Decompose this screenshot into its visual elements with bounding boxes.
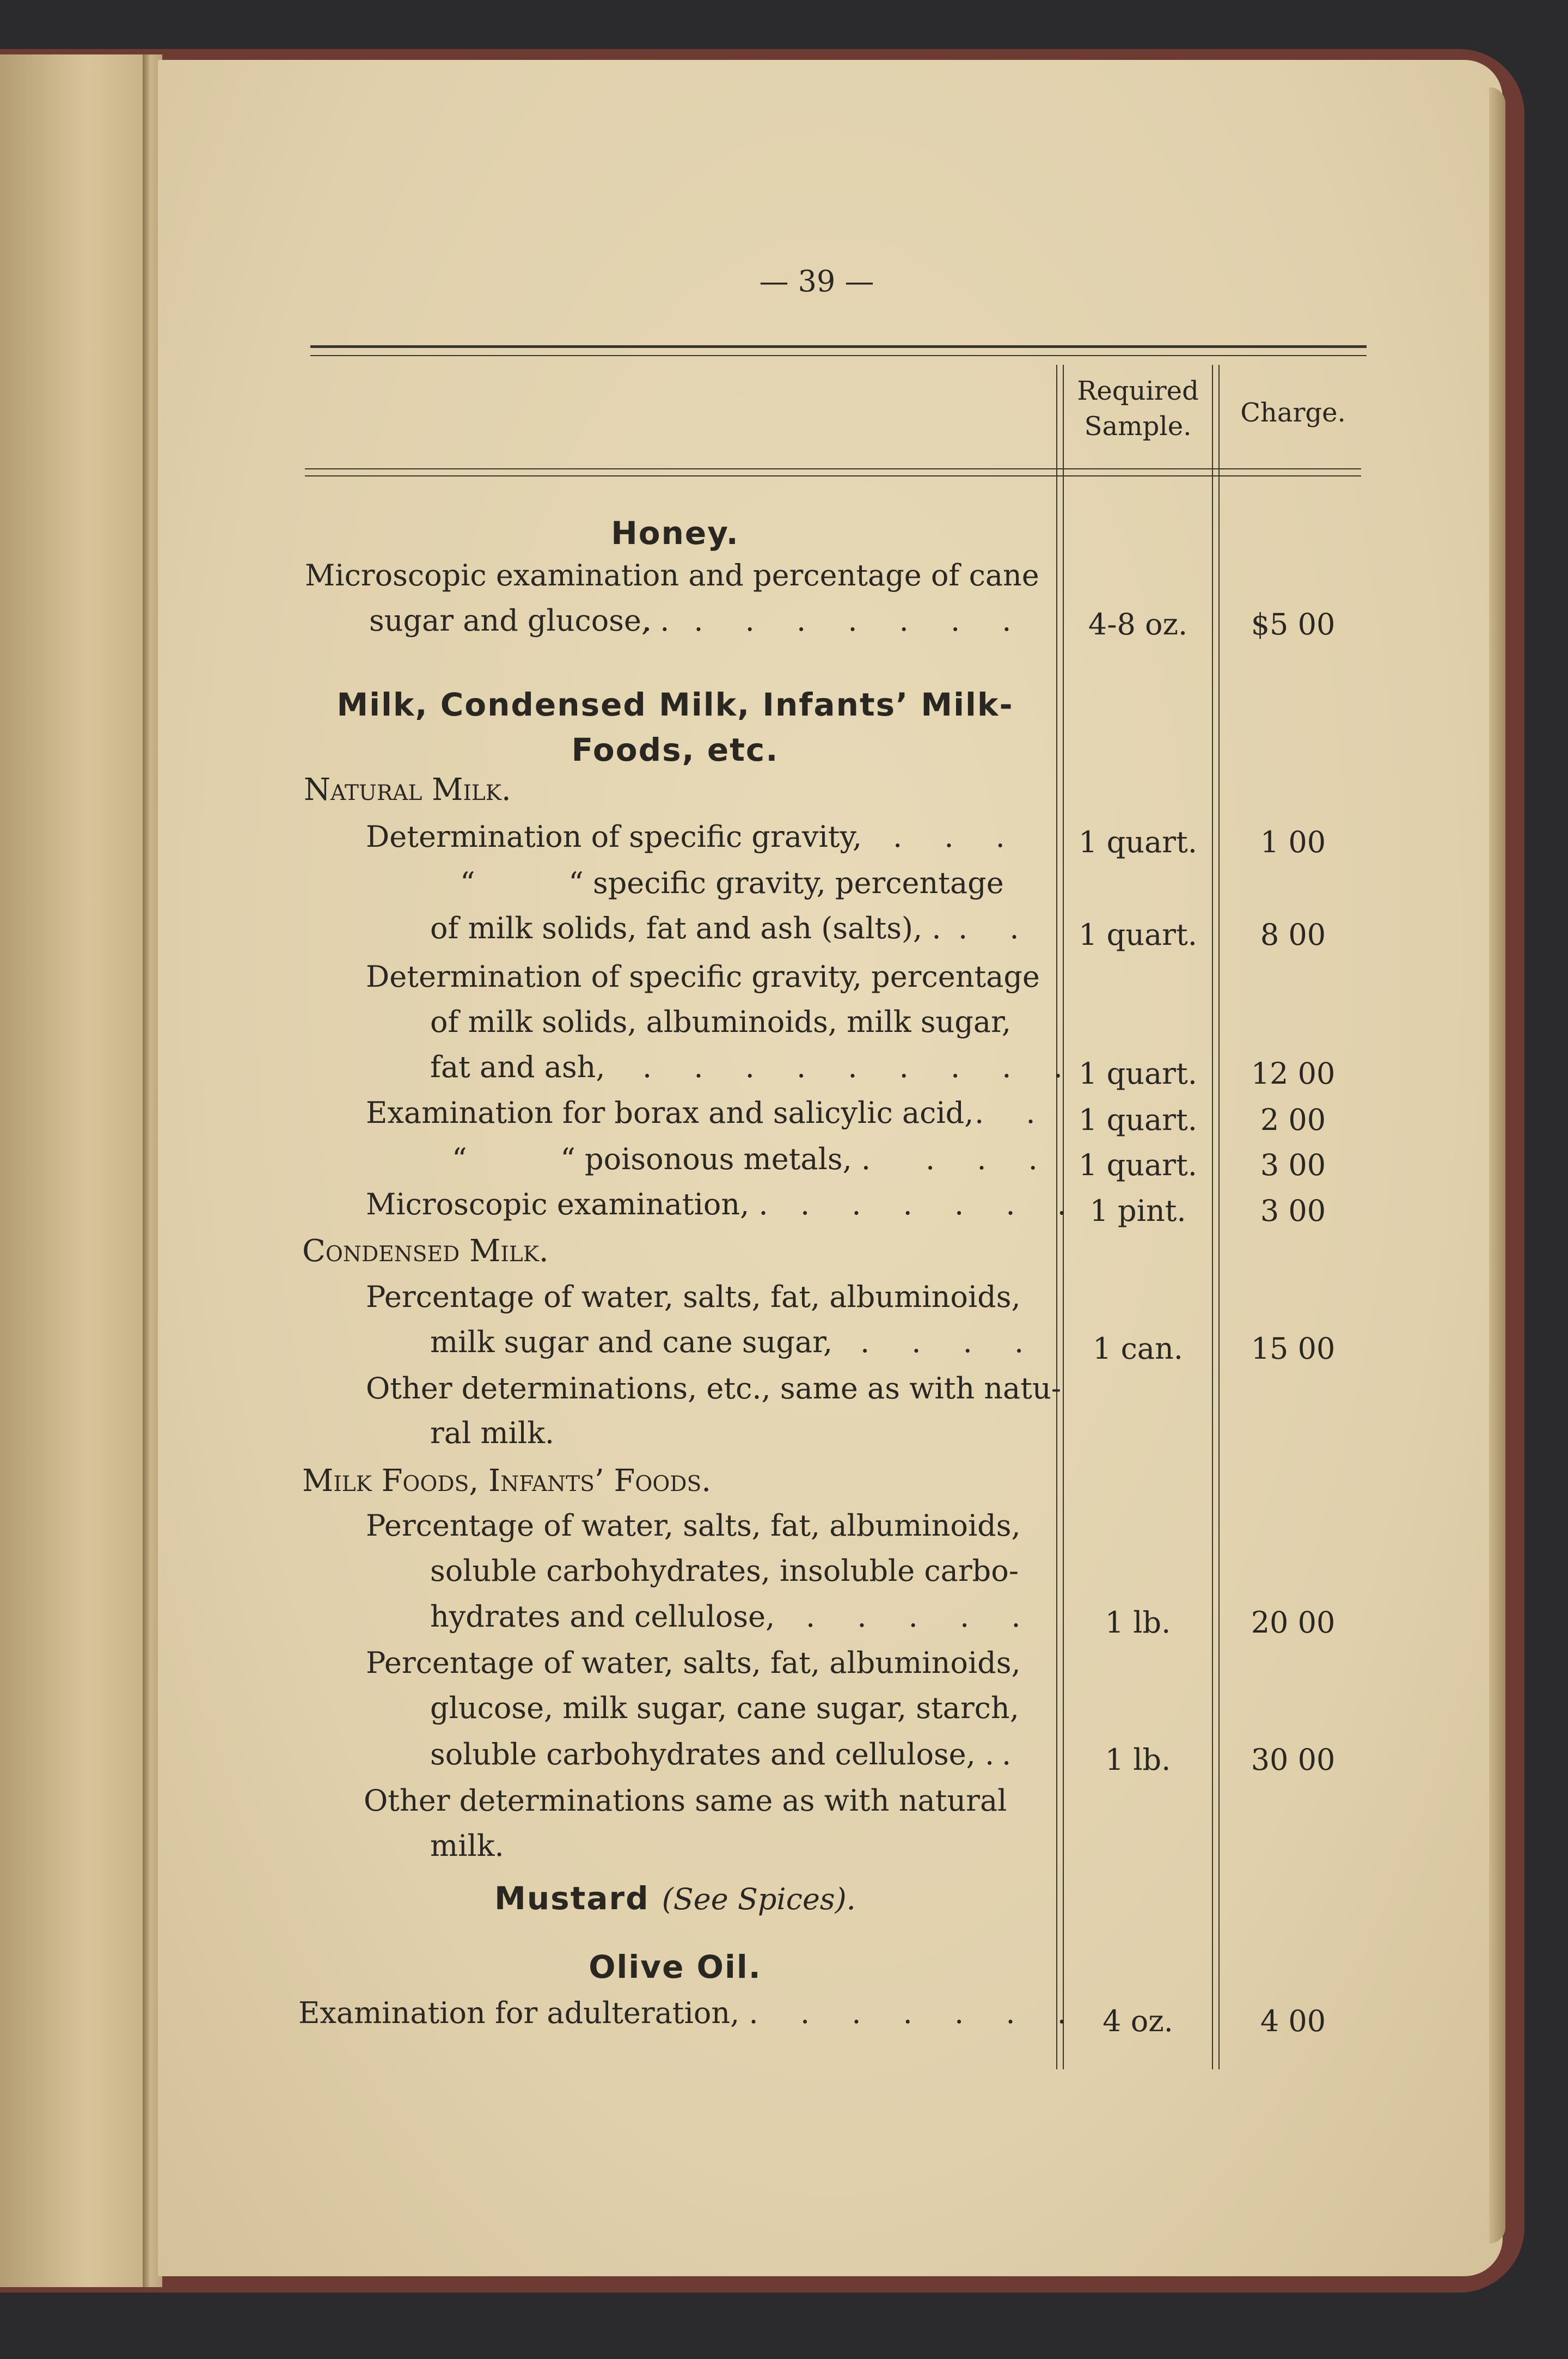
- subheading-natural-milk: Natural Milk.: [304, 772, 511, 808]
- foods-row2-line3: soluble carbohydrates and cellulose, .: [430, 1737, 995, 1771]
- condensed-row1-line2: milk sugar and cane sugar,: [430, 1325, 833, 1359]
- natural-row3-line2: of milk solids, albuminoids, milk sugar,: [430, 1005, 1012, 1039]
- natural-row2-line1: “ “ specific gravity, percentage: [460, 866, 1004, 900]
- honey-line1: Microscopic examination and percentage of cane: [305, 558, 1039, 592]
- header-rule-1: [305, 468, 1361, 469]
- natural-row3-line3: fat and ash,: [430, 1050, 605, 1084]
- foods-row1-line2: soluble carbohydrates, insoluble carbo-: [430, 1554, 1019, 1588]
- page-edge: [1489, 87, 1505, 2244]
- natural-row3-sample: 1 quart.: [1079, 1056, 1197, 1091]
- header-rule-2: [305, 475, 1361, 476]
- section-title-milk-1: Milk, Condensed Milk, Infants’ Milk-: [336, 686, 1014, 723]
- header-charge: Charge.: [1240, 398, 1346, 428]
- natural-row4-charge: 2 00: [1260, 1103, 1326, 1137]
- section-title-milk-2: Foods, etc.: [571, 731, 779, 768]
- foods-row2-line2: glucose, milk sugar, cane sugar, starch,: [430, 1691, 1019, 1725]
- natural-row2-line2: of milk solids, fat and ash (salts), .: [430, 911, 941, 945]
- section-title-honey: Honey.: [611, 515, 739, 552]
- section-mustard: [305, 1880, 1045, 1917]
- col-divider-2a: [1212, 365, 1213, 2069]
- natural-row5-sample: 1 quart.: [1079, 1148, 1197, 1182]
- natural-row4-sample: 1 quart.: [1079, 1103, 1197, 1137]
- honey-sample: 4-8 oz.: [1088, 607, 1188, 641]
- natural-row1-sample: 1 quart.: [1079, 825, 1197, 859]
- foods-row1-line1: Percentage of water, salts, fat, albuminoids,: [366, 1508, 1021, 1543]
- natural-row3-charge: 12 00: [1251, 1056, 1336, 1091]
- condensed-row1-line1: Percentage of water, salts, fat, albuminoids,: [366, 1280, 1021, 1314]
- foods-row3-line1: Other determinations same as with natural: [364, 1783, 1007, 1818]
- foods-row3-line2: milk.: [430, 1829, 504, 1863]
- section-title-olive-oil: Olive Oil.: [589, 1948, 762, 1985]
- condensed-row1-sample: 1 can.: [1093, 1331, 1183, 1366]
- subheading-condensed-milk: Condensed Milk.: [302, 1233, 549, 1269]
- left-page-edge: [0, 54, 147, 2287]
- condensed-row2-line1: Other determinations, etc., same as with natu-: [366, 1371, 1061, 1405]
- olive-row1-charge: 4 00: [1260, 2004, 1326, 2038]
- natural-row6-sample: 1 pint.: [1089, 1194, 1186, 1228]
- top-rule-thin: [310, 355, 1367, 356]
- foods-row1-sample: 1 lb.: [1105, 1605, 1171, 1640]
- condensed-row1-charge: 15 00: [1251, 1331, 1336, 1366]
- olive-row1-sample: 4 oz.: [1102, 2004, 1173, 2038]
- header-sample-line1: Required: [1077, 376, 1199, 406]
- natural-row6-charge: 3 00: [1260, 1194, 1326, 1228]
- mustard-see-spices: (See Spices).: [661, 1882, 856, 1916]
- page-number: — 39 —: [759, 264, 874, 298]
- natural-row5-line1: “ “ poisonous metals, .: [452, 1142, 871, 1176]
- honey-charge: $5 00: [1251, 607, 1336, 641]
- natural-row2-sample: 1 quart.: [1079, 918, 1197, 952]
- foods-row1-line3: hydrates and cellulose,: [430, 1599, 775, 1634]
- natural-row1-line1: Determination of specific gravity,: [366, 820, 862, 854]
- natural-row1-charge: 1 00: [1260, 825, 1326, 859]
- foods-row2-sample: 1 lb.: [1105, 1743, 1171, 1777]
- natural-row6-line1: Microscopic examination, .: [366, 1187, 768, 1221]
- natural-row4-line1: Examination for borax and salicylic acid,: [366, 1096, 974, 1130]
- condensed-row2-line2: ral milk.: [430, 1416, 555, 1450]
- foods-row2-charge: 30 00: [1251, 1743, 1336, 1777]
- subheading-milk-foods: Milk Foods, Infants’ Foods.: [302, 1463, 712, 1499]
- top-rule-thick: [310, 345, 1367, 348]
- section-title-mustard: Mustard: [494, 1880, 650, 1917]
- natural-row2-charge: 8 00: [1260, 918, 1326, 952]
- natural-row5-charge: 3 00: [1260, 1148, 1326, 1182]
- olive-row1-line1: Examination for adulteration, .: [298, 1996, 758, 2030]
- natural-row3-line1: Determination of specific gravity, percentage: [366, 960, 1040, 994]
- honey-line2: sugar and glucose, .: [369, 603, 670, 638]
- foods-row2-line1: Percentage of water, salts, fat, albuminoids,: [366, 1646, 1021, 1680]
- foods-row1-charge: 20 00: [1251, 1605, 1336, 1640]
- header-sample-line2: Sample.: [1084, 411, 1192, 442]
- scanned-book-page: — 39 — Required Sample. Charge. Honey. Microscopic examination and percentage of cane sugar and glucose, . . . . . . . . . 4-8 oz. $5 00 Milk, Condensed Milk, Infants’ Milk- Foods, etc. Natural Milk. Determination of specific gravity, . . . 1 quart. 1 00 “ “ specific gravity, percentage of milk solids, fat and ash (salts), . . . 1 quart. 8 00 Determination of specific gravity, percentage of milk solids, albuminoids, milk sugar, fat and ash, . . . . . . . . . 1 quart. 12 00 Examination for borax and salicylic acid, . . 1 quart. 2 00 “ “ poisonous metals, . . . . 1 quart. 3 00 Microscopic examination, . . . . . . . 1 pint. 3 00 Condensed Milk. Percentage of water, salts, fat, albuminoids, milk sugar and cane sugar, . . . . 1 can. 15 00 Other determinations, etc., same as with natu- ral milk. Milk Foods, Infants’ Foods. Percentage of water, salts, fat, albuminoids, soluble carbohydrates, insoluble carbo- hydrates and cellulose, . . . . . 1 lb. 20 00 Percentage of water, salts, fat, albuminoids, glucose, milk sugar, cane sugar, starch, soluble carbohydrates and cellulose, . . 1 lb. 30 00 Other determinations same as with natural milk. Mustard (See Spices). Olive Oil. Examination for adulteration, . . . . . . . 4 oz. 4 00: [0, 0, 1568, 2359]
